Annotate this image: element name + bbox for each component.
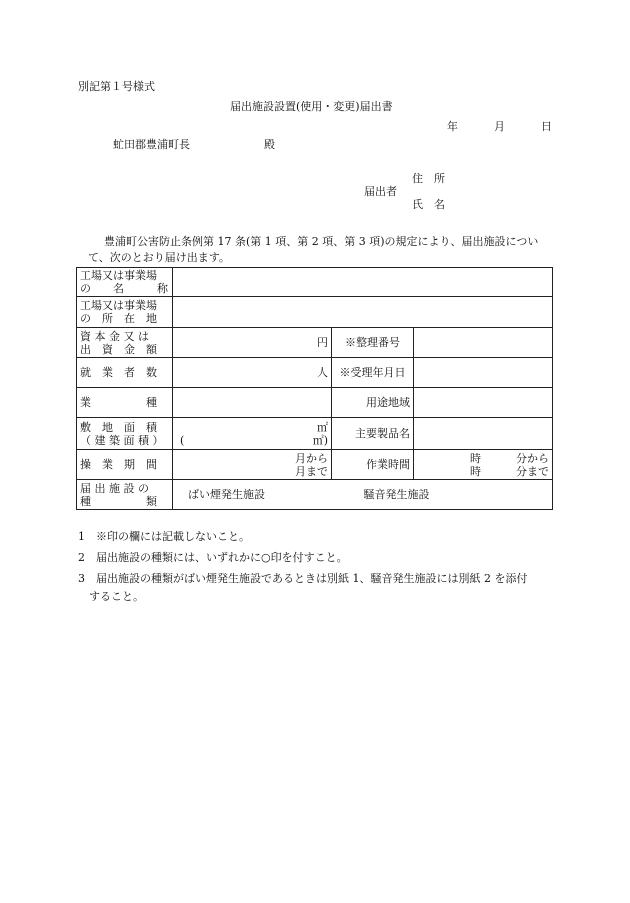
date-day-label: 日 bbox=[541, 120, 552, 133]
table-row bbox=[77, 450, 553, 480]
facility-type-label: 届 出 施 設 の 種 類 bbox=[77, 480, 173, 510]
note-1: 1 ※印の欄には記載しないこと。 bbox=[78, 530, 250, 543]
application-table bbox=[76, 267, 553, 510]
receipt-date-field[interactable] bbox=[414, 358, 553, 388]
note-3-cont: すること。 bbox=[78, 590, 144, 603]
address-label: 住 所 bbox=[412, 172, 445, 185]
document-title: 届出施設設置(使用・変更)届出書 bbox=[230, 100, 393, 113]
form-number: 別記第１号様式 bbox=[78, 80, 155, 93]
industry-field[interactable] bbox=[173, 388, 332, 418]
main-products-label: 主要製品名 bbox=[332, 418, 414, 450]
operation-period-label: 操 業 期 間 bbox=[77, 450, 173, 480]
honorific: 殿 bbox=[264, 138, 275, 151]
reference-number-field[interactable] bbox=[414, 328, 553, 358]
note-3: 3 届出施設の種類がばい煙発生施設であるときは別紙 1、騒音発生施設には別紙 2 を添付 bbox=[78, 572, 528, 585]
industry-label: 業 種 bbox=[77, 388, 173, 418]
note-2: 2 届出施設の種類には、いずれかに○印を付すこと。 bbox=[78, 551, 348, 564]
table-row bbox=[77, 388, 553, 418]
body-text-line2: て、次のとおり届け出ます。 bbox=[88, 251, 230, 264]
capital-field[interactable] bbox=[173, 328, 332, 358]
main-products-field[interactable] bbox=[414, 418, 553, 450]
smoke-facility-option[interactable]: ばい煙発生施設 bbox=[188, 488, 265, 501]
site-area-label: 敷 地 面 積 （ 建 築 面 積 ） bbox=[77, 418, 173, 450]
capital-label: 資 本 金 又 は 出 資 金 額 bbox=[77, 328, 173, 358]
applicant-label: 届出者 bbox=[364, 185, 397, 198]
table-row bbox=[77, 268, 553, 297]
work-hours-label: 作業時間 bbox=[332, 450, 414, 480]
work-hours-field[interactable]: 時 分から 時 分まで bbox=[414, 450, 553, 480]
table-row bbox=[77, 328, 553, 358]
date-month-label: 月 bbox=[494, 120, 505, 133]
facility-type-field[interactable] bbox=[173, 480, 553, 510]
zoning-field[interactable] bbox=[414, 388, 553, 418]
paren-open: ( bbox=[180, 433, 185, 447]
site-area-field[interactable] bbox=[173, 418, 332, 450]
name-label: 氏 名 bbox=[412, 198, 445, 211]
reference-number-label: ※整理番号 bbox=[332, 328, 414, 358]
table-row bbox=[77, 358, 553, 388]
facility-name-field[interactable] bbox=[173, 268, 553, 297]
table-row bbox=[77, 418, 553, 450]
table-row bbox=[77, 480, 553, 510]
date-year-label: 年 bbox=[447, 120, 458, 133]
facility-address-label: 工場又は事業場 の 所 在 地 bbox=[77, 297, 173, 328]
employees-label: 就 業 者 数 bbox=[77, 358, 173, 388]
employees-field[interactable] bbox=[173, 358, 332, 388]
noise-facility-option[interactable]: 騒音発生施設 bbox=[363, 488, 430, 501]
sqm-unit: ㎡ bbox=[317, 420, 328, 434]
yen-unit: 円 bbox=[317, 336, 328, 349]
facility-name-label: 工場又は事業場 の 名 称 bbox=[77, 268, 173, 297]
table-row bbox=[77, 297, 553, 328]
operation-period-field[interactable]: 月から 月まで bbox=[173, 450, 332, 480]
zoning-label: 用途地域 bbox=[332, 388, 414, 418]
facility-address-field[interactable] bbox=[173, 297, 553, 328]
addressee: 虻田郡豊浦町長 bbox=[113, 138, 190, 151]
body-text-line1: 豊浦町公害防止条例第 17 条(第 1 項、第 2 項、第 3 項)の規定により、届出施設につい bbox=[104, 235, 539, 248]
sqm-unit-building: ㎡) bbox=[312, 433, 328, 447]
receipt-date-label: ※受理年月日 bbox=[332, 358, 414, 388]
person-unit: 人 bbox=[317, 366, 328, 379]
